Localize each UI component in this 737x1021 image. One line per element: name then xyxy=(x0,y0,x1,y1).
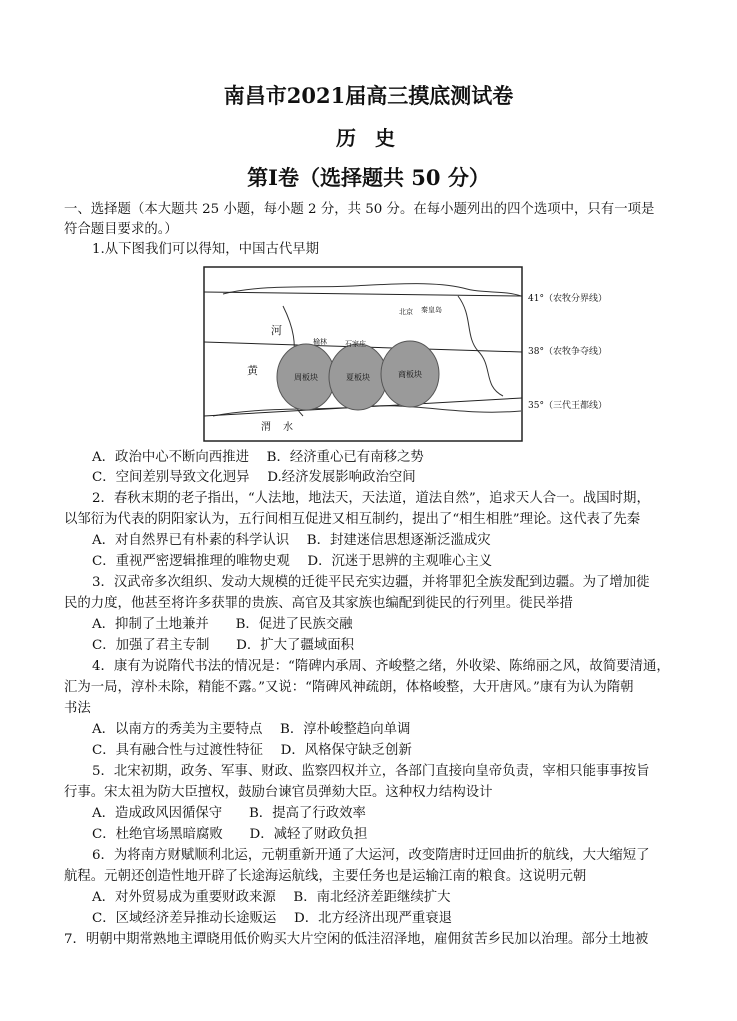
question-stem: 行事。宋太祖为防大臣擅权，鼓励台谏官员弹劾大臣。这种权力结构设计 xyxy=(64,785,493,800)
question-stem: 书法 xyxy=(64,701,91,716)
question-option: A．政治中心不断向西推进 B．经济重心已有南移之势 xyxy=(92,450,424,465)
map-place-label: 河 xyxy=(271,324,282,337)
map-block-label: 商板块 xyxy=(398,370,422,379)
map-place-label: 榆林 xyxy=(313,338,327,346)
question-stem: 航程。元朝还创造性地开辟了长途海运航线，主要任务也是运输江南的粮食。这说明元朝 xyxy=(64,869,587,884)
map-place-label: 秦皇岛 xyxy=(421,306,442,314)
question-stem: 5．北宋初期，政务、军事、财政、监察四权并立，各部门直接向皇帝负责，宰相只能事事按旨 xyxy=(92,764,650,779)
question-option: C．空间差别导致文化迥异 D.经济发展影响政治空间 xyxy=(92,470,416,485)
question-stem: 3．汉武帝多次组织、发动大规模的迁徙平民充实边疆，并将罪犯全族发配到边疆。为了增加徙 xyxy=(92,575,650,590)
map-latitude-label: 38°（农牧争夺线） xyxy=(528,347,607,357)
question-option: A．对自然界已有朴素的科学认识 B．封建迷信思想逐渐泛滥成灾 xyxy=(92,533,491,548)
map-figure xyxy=(203,266,523,442)
question-stem: 6．为将南方财赋顺利北运，元朝重新开通了大运河，改变隋唐时迂回曲折的航线，大大缩短了 xyxy=(92,848,650,863)
question-option: C．具有融合性与过渡性特征 D．风格保守缺乏创新 xyxy=(92,743,412,758)
map-latitude-label: 35°（三代王都线） xyxy=(528,401,607,411)
intro-line: 符合题目要求的。） xyxy=(64,222,178,237)
map-place-label: 水 xyxy=(283,422,293,433)
map-place-label: 石家庄 xyxy=(345,340,366,348)
question-option: A．造成政风因循保守 B．提高了行政效率 xyxy=(92,806,366,821)
question-option: A．以南方的秀美为主要特点 B．淳朴峻整趋向单调 xyxy=(92,722,411,737)
question-option: A．抑制了土地兼并 B．促进了民族交融 xyxy=(92,617,353,632)
map-block-label: 夏板块 xyxy=(346,373,370,382)
intro-line: 一、选择题（本大题共 25 小题，每小题 2 分，共 50 分。在每小题列出的四个选项中，只有一项是 xyxy=(64,202,655,217)
map-latitude-label: 41°（农牧分界线） xyxy=(528,294,607,304)
question-option: C．加强了君主专制 D．扩大了疆域面积 xyxy=(92,638,355,653)
map-place-label: 渭 xyxy=(261,422,271,433)
question-option: C．区域经济差异推动长途贩运 D．北方经济出现严重衰退 xyxy=(92,911,453,926)
question-stem: 民的力度，他甚至将许多获罪的贵族、高官及其家族也编配到徙民的行列里。徙民举措 xyxy=(64,596,573,611)
question-stem: 1.从下图我们可以得知，中国古代早期 xyxy=(92,242,320,257)
map-place-label: 北京 xyxy=(399,308,413,316)
subject-title: 历 史 xyxy=(336,126,401,150)
question-stem: 以邹衍为代表的阴阳家认为，五行间相互促进又相互制约，提出了“相生相胜”理论。这代表了先秦 xyxy=(64,512,641,527)
exam-title: 南昌市2021届高三摸底测试卷 xyxy=(223,83,514,108)
question-option: C．重视严密逻辑推理的唯物史观 D．沉迷于思辨的主观唯心主义 xyxy=(92,554,493,569)
question-option: C．杜绝官场黑暗腐败 D．减轻了财政负担 xyxy=(92,827,368,842)
section-title: 第Ⅰ卷（选择题共 50 分） xyxy=(247,165,490,190)
map-block-label: 周板块 xyxy=(294,373,318,382)
question-stem: 2．春秋末期的老子指出，“人法地，地法天，天法道，道法自然”，追求天人合一。战国时期， xyxy=(92,491,650,506)
question-stem: 4．康有为说隋代书法的情况是：“隋碑内承周、齐峻整之绪，外收梁、陈绵丽之风，故简要清通， xyxy=(92,659,670,674)
map-place-label: 黄 xyxy=(247,364,258,377)
question-option: A．对外贸易成为重要财政来源 B．南北经济差距继续扩大 xyxy=(92,890,451,905)
question-stem: 汇为一局，淳朴未除，精能不露。”又说：“隋碑风神疏朗，体格峻整，大开唐风。”康有为认为隋朝 xyxy=(64,680,634,695)
question-stem: 7．明朝中期常熟地主谭晓用低价购买大片空闲的低洼沼泽地，雇佣贫苦乡民加以治理。部分土地被 xyxy=(64,932,649,947)
